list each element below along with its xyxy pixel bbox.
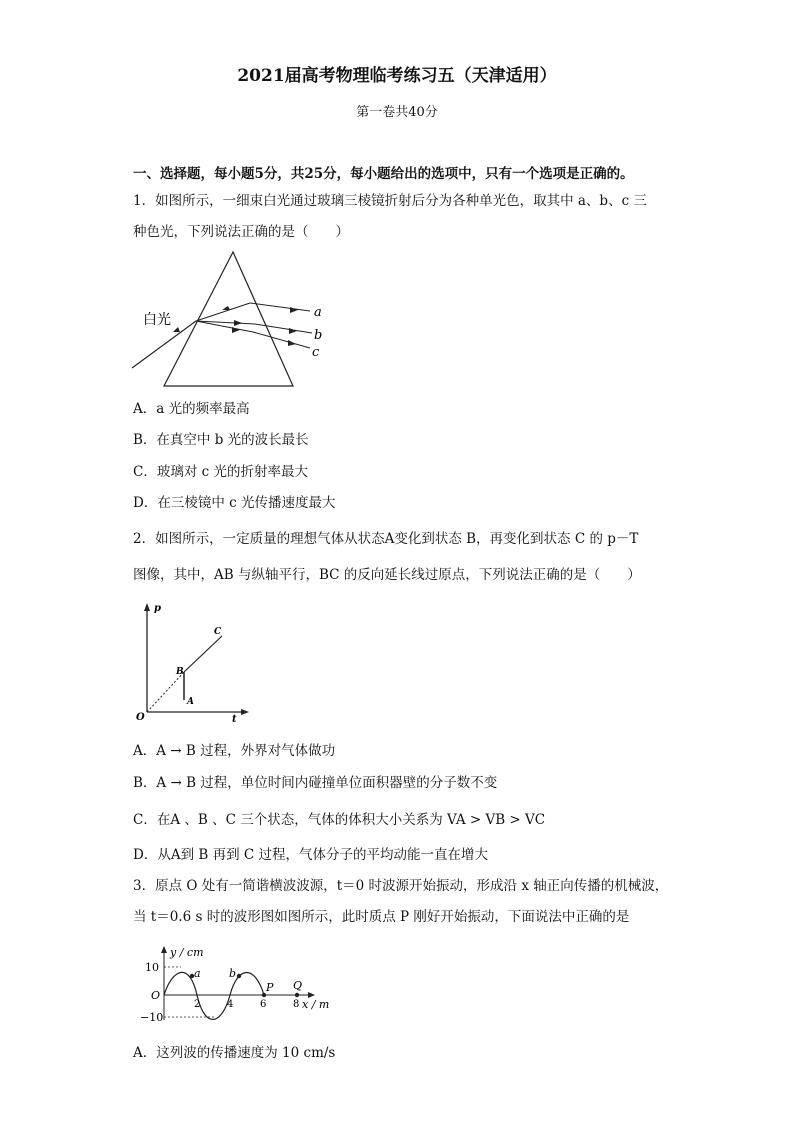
q2-line1: 2．如图所示，一定质量的理想气体从状态A变化到状态 B，再变化到状态 C 的 p－T [133,531,639,547]
label-x6: 6 [260,999,267,1010]
label-y10: 10 [145,961,159,974]
label-p: p [154,603,161,614]
label-t: t [232,714,237,725]
label-ylabel: y / cm [170,946,204,959]
q1-line2: 种色光，下列说法正确的是（ ） [133,224,349,240]
prism-triangle [164,252,293,386]
q1-option-c: C．玻璃对 c 光的折射率最大 [133,464,308,480]
label-a: A [187,697,194,707]
dotted-extension [147,672,184,712]
label-a: a [314,305,322,320]
page-title: 2021届高考物理临考练习五（天津适用） [237,66,557,86]
point-b [237,974,241,978]
label-b: b [314,328,323,343]
q1-line1: 1．如图所示，一细束白光通过玻璃三棱镜折射后分为各种单光色，取其中 a、b、c 三 [133,193,647,209]
label-x8: 8 [293,999,300,1010]
label-b: B [176,667,184,677]
q2-option-c: C．在A 、B 、C 三个状态，气体的体积大小关系为 VA > VB > VC [133,812,546,828]
label-o: O [136,712,145,723]
q1-option-b: B．在真空中 b 光的波长最长 [133,432,309,448]
label-yneg10: −10 [140,1011,164,1024]
q3-line2: 当 t＝0.6 s 时的波形图如图所示，此时质点 P 刚好开始振动，下面说法中正确的是 [133,909,630,925]
label-b: b [229,967,237,980]
label-a: a [194,967,201,980]
q1-prism-figure [130,248,340,393]
q2-line2: 图像，其中，AB 与纵轴平行，BC 的反向延长线过原点，下列说法正确的是（ ） [133,567,641,583]
label-q: Q [293,979,303,992]
q2-option-b: B．A → B 过程，单位时间内碰撞单位面积器壁的分子数不变 [133,775,498,791]
q3-option-a: A．这列波的传播速度为 10 cm/s [133,1045,336,1061]
section-heading: 一、选择题，每小题5分，共25分，每小题给出的选项中，只有一个选项是正确的。 [133,166,634,182]
q2-option-a: A．A → B 过程，外界对气体做功 [133,743,336,759]
point-q [295,993,299,997]
label-c: c [312,345,320,360]
q2-pt-graph [132,600,257,730]
ray-a-inside [196,303,250,321]
label-xlabel: x / m [302,998,330,1011]
page-subtitle: 第一卷共40分 [356,105,438,120]
label-x4: 4 [227,999,234,1010]
label-p: P [266,981,274,994]
q2-option-d: D．从A到 B 再到 C 过程，气体分子的平均动能一直在增大 [133,847,488,863]
label-o: O [151,989,161,1002]
ray-b-out [255,324,312,333]
ray-c-out [253,332,310,348]
incident-ray [132,321,196,368]
q1-option-a: A．a 光的频率最高 [133,401,250,417]
label-x2: 2 [194,999,201,1010]
segment-bc [184,636,222,672]
label-c: C [214,627,222,637]
q1-option-d: D．在三棱镜中 c 光传播速度最大 [133,495,336,511]
label-white-light: 白光 [143,312,171,328]
wave-curve [164,972,267,1019]
q3-wave-graph [140,940,340,1030]
q3-line1: 3．原点 O 处有一简谐横波波源，t＝0 时波源开始振动，形成沿 x 轴正向传播的机械波， [133,878,669,894]
